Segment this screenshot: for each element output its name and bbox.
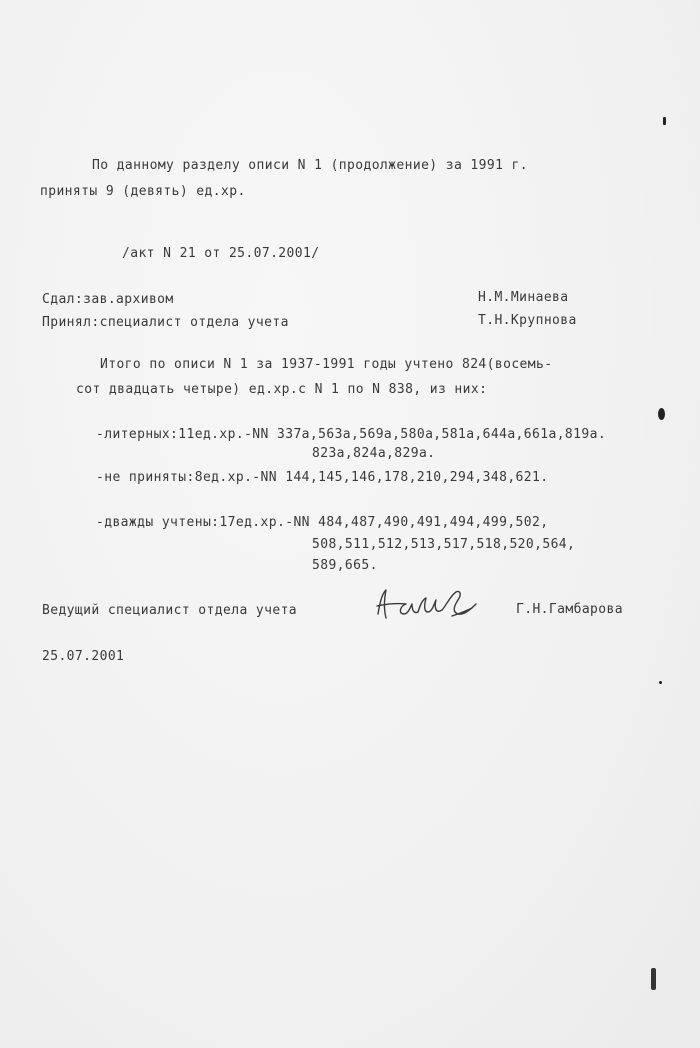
header-line-2: приняты 9 (девять) ед.хр. [40, 184, 246, 199]
scan-speck [658, 408, 665, 420]
act-reference: /акт N 21 от 25.07.2001/ [122, 246, 320, 261]
gave-label: Сдал:зав.архивом [42, 292, 174, 307]
not-accepted-items: -не приняты:8ед.хр.-NN 144,145,146,178,210,294,348,621. [96, 470, 549, 485]
scan-speck [651, 968, 656, 990]
double-counted-line-2: 508,511,512,513,517,518,520,564, [312, 537, 576, 552]
literal-items-line-1: -литерных:11ед.хр.-NN 337а,563а,569а,580а,581а,644а,661а,819а. [96, 427, 607, 442]
signoff-position: Ведущий специалист отдела учета [42, 603, 298, 618]
gave-name: Н.М.Минаева [478, 290, 569, 305]
scan-speck [659, 681, 662, 684]
received-label: Принял:специалист отдела учета [42, 315, 289, 330]
double-counted-line-1: -дважды учтены:17ед.хр.-NN 484,487,490,491,494,499,502, [96, 515, 549, 530]
signoff-name: Г.Н.Гамбарова [516, 602, 623, 617]
scan-speck [663, 117, 666, 125]
summary-line-2: сот двадцать четыре) ед.хр.с N 1 по N 838, из них: [76, 382, 488, 397]
received-name: Т.Н.Крупнова [478, 313, 577, 328]
signoff-date: 25.07.2001 [42, 649, 125, 664]
header-line-1: По данному разделу описи N 1 (продолжение) за 1991 г. [92, 158, 529, 173]
signature-image [372, 584, 482, 630]
double-counted-line-3: 589,665. [312, 558, 378, 573]
literal-items-line-2: 823а,824а,829а. [312, 446, 436, 461]
summary-line-1: Итого по описи N 1 за 1937-1991 годы учтено 824(восемь- [100, 357, 553, 372]
